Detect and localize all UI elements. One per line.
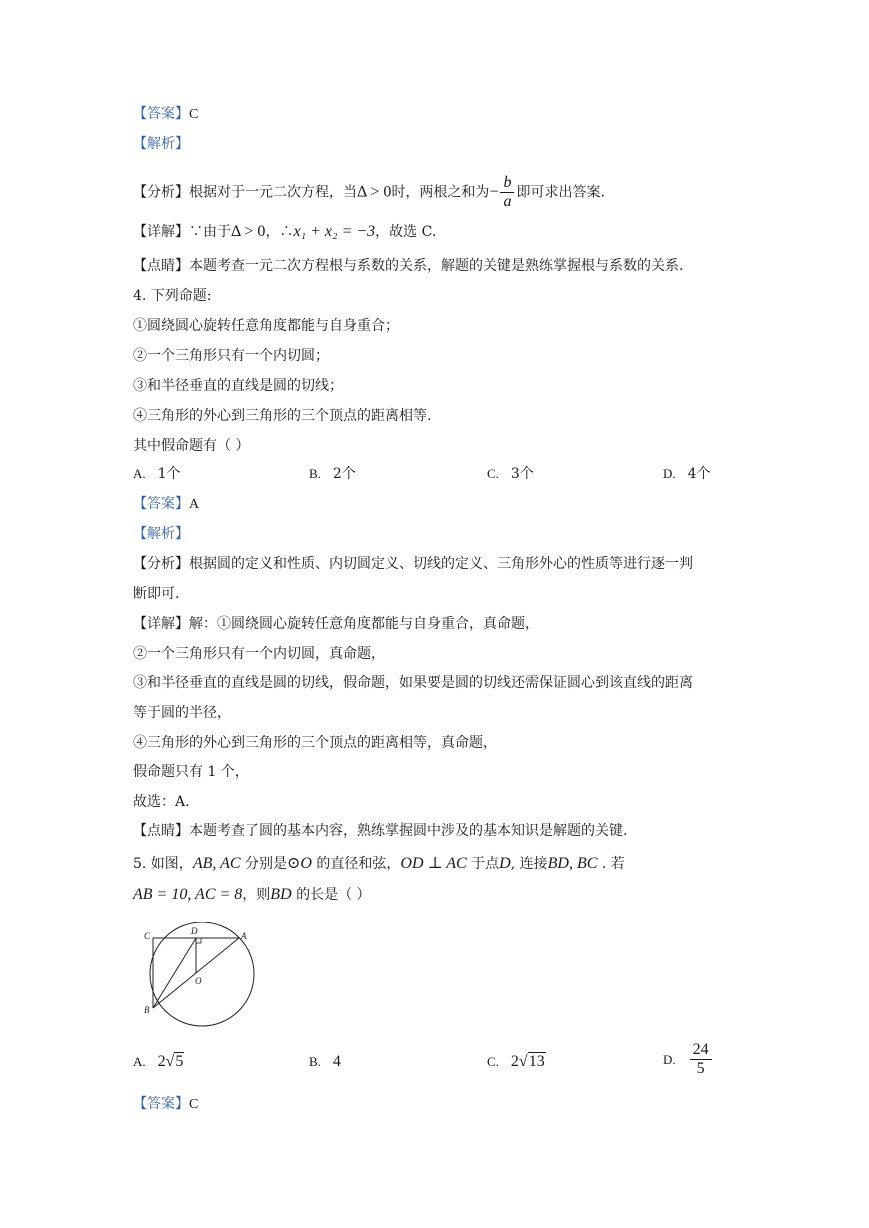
option-radicand: 13	[528, 1053, 545, 1070]
option-value: 3个	[510, 466, 534, 482]
q5-t6: ，则	[242, 887, 271, 903]
q4-fenxi-line-1	[133, 554, 693, 574]
q5-option-a	[133, 1051, 184, 1073]
analysis-tag: 【解析】	[133, 136, 189, 152]
label-d: D	[191, 926, 198, 936]
answer-tag: 【答案】	[133, 496, 189, 512]
comment-tag: 【点睛】	[133, 823, 189, 839]
q4-question: 其中假命题有（ ）	[133, 438, 250, 454]
q4-detail-text-1: 解：①圆绕圆心旋转任意角度都能与自身重合，真命题，	[189, 616, 539, 632]
label-c: C	[144, 931, 151, 941]
option-value: 1个	[157, 466, 181, 482]
q3-comment-text: 本题考查一元二次方程根与系数的关系，解题的关键是熟练掌握根与系数的关系.	[189, 258, 684, 274]
q5-option-c	[487, 1051, 546, 1073]
q3-fraction	[500, 174, 514, 211]
answer-tag: 【答案】	[133, 106, 189, 122]
q4-detail-line-5: ④三角形的外心到三角形的三个顶点的距离相等，真命题，	[133, 735, 497, 751]
q3-comment-line	[133, 256, 683, 276]
q5-s2: ⊙O	[286, 855, 312, 872]
q4-option-b	[309, 463, 356, 485]
q4-item-3: ③和半径垂直的直线是圆的切线；	[133, 378, 343, 394]
q4-item-1: ①圆绕圆心旋转任意角度都能与自身重合；	[133, 318, 399, 334]
q3-fenxi-line	[133, 174, 605, 211]
option-label: A.	[133, 1054, 146, 1069]
q4-option-d	[663, 463, 711, 485]
analysis-tag: 【解析】	[133, 526, 189, 542]
q5-option-b	[309, 1051, 341, 1073]
q3-detail-mid: ，∴	[265, 224, 294, 240]
q3-answer-value: C	[189, 107, 199, 122]
sqrt-sign: √13	[518, 1053, 545, 1070]
q4-item-4: ④三角形的外心到三角形的三个顶点的距离相等.	[133, 408, 432, 424]
q5-s1: AB, AC	[192, 855, 241, 872]
q3-frac-den: a	[503, 193, 512, 210]
q3-frac-num: b	[500, 174, 514, 193]
q4-analysis-tag-line	[133, 524, 189, 544]
q5-s5: BD, BC	[547, 855, 598, 872]
sqrt-sign: √5	[165, 1053, 184, 1070]
q4-fenxi-line-2: 断即可.	[133, 586, 180, 602]
q3-fenxi-post: 即可求出答案.	[516, 184, 605, 201]
q3-answer-line	[133, 104, 198, 125]
option-label: B.	[309, 1054, 321, 1069]
option-label: A.	[133, 466, 146, 481]
q5-option-d	[663, 1041, 714, 1078]
comment-tag: 【点睛】	[133, 258, 189, 274]
q4-comment-line	[133, 821, 627, 841]
q4-detail-line-7: 故选：A.	[133, 794, 190, 810]
q3-detail-eq: x₁ + x₂ = −3	[293, 223, 376, 240]
q5-t7: 的长是（ ）	[291, 887, 371, 903]
q5-stem-line-1	[133, 853, 625, 875]
detail-tag: 【详解】	[133, 616, 189, 632]
q3-detail-cond: Δ > 0	[231, 223, 266, 240]
circle-diagram	[133, 922, 263, 1030]
q5-t2: 的直径和弦，	[311, 856, 401, 872]
option-radicand: 5	[175, 1053, 184, 1070]
option-label: C.	[487, 1054, 499, 1069]
q4-answer-value: A	[189, 497, 200, 512]
q3-fenxi-cond: Δ > 0	[357, 183, 392, 201]
option-coef: 2	[510, 1053, 519, 1070]
q3-fenxi-pre: 根据对于一元二次方程，当	[189, 184, 357, 201]
q5-answer-line	[133, 1094, 198, 1115]
option-value: 2个	[332, 466, 356, 482]
q4-detail-line-4: 等于圆的半径，	[133, 705, 231, 721]
detail-tag: 【详解】	[133, 224, 189, 240]
q4-option-c	[487, 463, 534, 485]
q4-comment-text: 本题考查了圆的基本内容，熟练掌握圆中涉及的基本知识是解题的关键.	[189, 823, 628, 839]
q5-s4: D	[499, 855, 511, 872]
q4-stem: 4. 下列命题:	[133, 288, 212, 304]
option-label: D.	[663, 466, 676, 481]
option-value: 4个	[687, 466, 711, 482]
label-a: A	[241, 931, 247, 941]
option-coef: 2	[157, 1053, 166, 1070]
q5-t5: . 若	[597, 856, 625, 872]
q4-detail-line-2: ②一个三角形只有一个内切圆，真命题，	[133, 646, 385, 662]
q3-detail-line	[133, 222, 436, 242]
q3-detail-pre: ∵由于	[189, 224, 231, 240]
q5-s3: OD ⊥ AC	[400, 855, 467, 872]
option-frac-den: 5	[696, 1060, 705, 1077]
q5-num: 5. 如图，	[133, 856, 193, 872]
answer-tag: 【答案】	[133, 1096, 189, 1112]
right-angle-mark	[196, 938, 201, 943]
q5-t1: 分别是	[240, 856, 287, 872]
q5-s7: BD	[270, 886, 292, 903]
option-label: B.	[309, 466, 321, 481]
q4-fenxi-text-1: 根据圆的定义和性质、内切圆定义、切线的定义、三角形外心的性质等进行逐一判	[189, 556, 693, 572]
option-value: 4	[332, 1053, 341, 1070]
q3-frac-sign: −	[489, 183, 499, 201]
option-fraction	[690, 1041, 712, 1078]
q3-analysis-tag-line	[133, 134, 189, 154]
q3-fenxi-mid: 时，两根之和为	[391, 184, 490, 201]
segment-bd	[153, 938, 196, 1008]
fenxi-tag: 【分析】	[133, 556, 189, 572]
q5-t3: 于点	[466, 856, 500, 872]
q4-detail-line-6: 假命题只有 1 个，	[133, 764, 249, 780]
q4-item-2: ②一个三角形只有一个内切圆；	[133, 348, 329, 364]
q5-stem-line-2	[133, 884, 371, 906]
q4-option-a	[133, 463, 181, 485]
label-o: O	[195, 976, 202, 986]
q3-detail-post: ，故选 C.	[375, 224, 437, 240]
q4-detail-line-3: ③和半径垂直的直线是圆的切线，假命题，如果要是圆的切线还需保证圆心到该直线的距离	[133, 675, 693, 691]
q5-t4: , 连接	[510, 856, 548, 872]
option-label: C.	[487, 466, 499, 481]
fenxi-tag: 【分析】	[133, 184, 189, 201]
option-frac-num: 24	[690, 1041, 712, 1060]
option-label: D.	[663, 1051, 676, 1067]
q5-answer-value: C	[189, 1097, 199, 1112]
q4-answer-line	[133, 494, 199, 515]
label-b: B	[144, 1005, 150, 1015]
q5-s6: AB = 10, AC = 8	[133, 886, 243, 903]
q4-detail-line-1	[133, 614, 539, 634]
